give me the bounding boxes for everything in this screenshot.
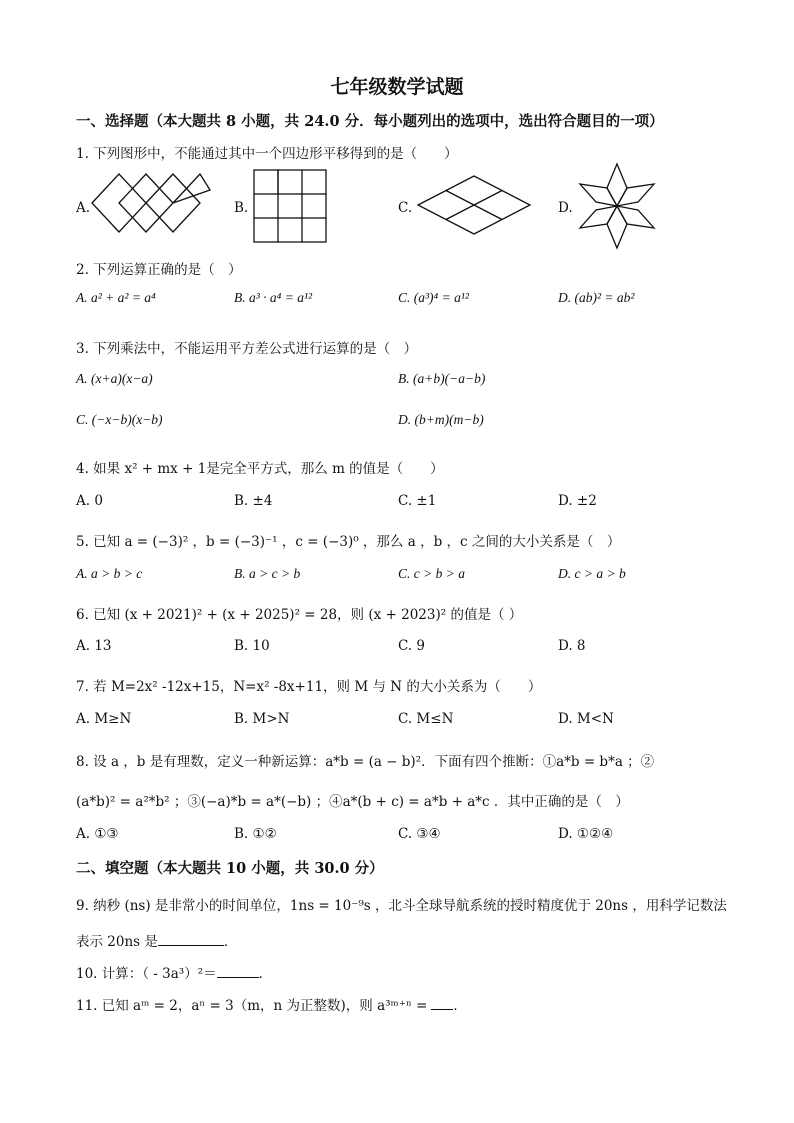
q8-option-a: A. ①③ [76, 826, 119, 842]
q6-option-b: B. 10 [234, 638, 270, 654]
q10-answer-blank[interactable] [217, 964, 259, 978]
question-5-stem: 5. 已知 a = (−3)² ，b = (−3)⁻¹ ，c = (−3)⁰ ，那么 a ，b ，c 之间的大小关系是（ ） [76, 534, 621, 550]
q1-label-c: C. [398, 200, 413, 216]
q2-option-a: A. a² + a² = a⁴ [76, 290, 156, 305]
question-11 [76, 994, 467, 1014]
q3-option-b: B. (a+b)(−a−b) [398, 371, 486, 386]
q1-label-a: A. [76, 200, 91, 216]
q6-option-a: A. 13 [76, 638, 112, 654]
q7-option-c: C. M≤N [398, 711, 454, 727]
q6-option-c: C. 9 [398, 638, 426, 654]
q10-text: 10. 计算：（ - 3a³）²＝ [76, 966, 217, 982]
q2-option-b: B. a³ · a⁴ = a¹² [234, 290, 313, 305]
question-7-stem: 7. 若 M=2x² -12x+15，N=x² -8x+11，则 M 与 N 的大小关系为（ ） [76, 679, 542, 695]
question-1-stem: 1. 下列图形中，不能通过其中一个四边形平移得到的是（ ） [76, 146, 458, 162]
q2-option-d: D. (ab)² = ab² [558, 290, 635, 305]
q1-figure-c [416, 174, 532, 236]
q1-label-d: D. [558, 200, 573, 216]
q4-option-b: B. ±4 [234, 493, 273, 509]
question-9-line-2 [76, 930, 237, 950]
page-title: 七年级数学试题 [330, 76, 464, 98]
q4-option-a: A. 0 [76, 493, 103, 509]
q7-option-b: B. M>N [234, 711, 290, 727]
q10-period: ． [258, 966, 273, 982]
q3-option-d: D. (b+m)(m−b) [398, 412, 484, 427]
q1-figure-a [90, 172, 212, 234]
q5-option-a: A. a > b > c [76, 566, 143, 581]
q9-text: 表示 20ns 是 [76, 934, 158, 950]
question-9-line-1: 9. 纳秒 (ns) 是非常小的时间单位，1ns = 10⁻⁹s ，北斗全球导航系统的授时精度优于 20ns ，用科学记数法 [76, 898, 727, 914]
q9-period: ． [223, 934, 238, 950]
question-4-stem: 4. 如果 x² + mx + 1是完全平方式，那么 m 的值是（ ） [76, 461, 444, 477]
q8-option-d: D. ①②④ [558, 826, 614, 842]
q11-text: 11. 已知 aᵐ = 2，aⁿ = 3（m，n 为正整数)，则 a³ᵐ⁺ⁿ = [76, 998, 428, 1014]
question-8-line-1: 8. 设 a ，b 是有理数，定义一种新运算：a*b = (a − b)²．下面有四个推断：①a*b = b*a ；② [76, 754, 655, 770]
q7-option-d: D. M<N [558, 711, 614, 727]
q3-option-c: C. (−x−b)(x−b) [76, 412, 163, 427]
section-heading-fill-in: 二、填空题（本大题共 10 小题，共 30.0 分） [76, 860, 384, 877]
q8-option-b: B. ①② [234, 826, 277, 842]
q8-option-c: C. ③④ [398, 826, 441, 842]
question-3-stem: 3. 下列乘法中，不能运用平方差公式进行运算的是（ ） [76, 341, 418, 357]
q6-option-d: D. 8 [558, 638, 586, 654]
q2-option-c: C. (a³)⁴ = a¹² [398, 290, 469, 305]
q11-answer-blank[interactable] [431, 996, 453, 1010]
q4-option-d: D. ±2 [558, 493, 597, 509]
q5-option-c: C. c > b > a [398, 566, 465, 581]
question-8-line-2: (a*b)² = a²*b² ；③(−a)*b = a*(−b) ；④a*(b + c) = a*b + a*c ．其中正确的是（ ） [76, 794, 629, 810]
q1-figure-b [252, 168, 328, 244]
q5-option-b: B. a > c > b [234, 566, 301, 581]
q5-option-d: D. c > a > b [558, 566, 626, 581]
q11-period: ． [453, 998, 467, 1014]
question-6-stem: 6. 已知 (x + 2021)² + (x + 2025)² = 28，则 (x + 2023)² 的值是（ ） [76, 607, 523, 623]
question-2-stem: 2. 下列运算正确的是（ ） [76, 262, 242, 278]
q1-label-b: B. [234, 200, 249, 216]
q9-answer-blank[interactable] [158, 932, 224, 946]
q4-option-c: C. ±1 [398, 493, 437, 509]
q7-option-a: A. M≥N [76, 711, 132, 727]
section-heading-choice: 一、选择题（本大题共 8 小题，共 24.0 分．每小题列出的选项中，选出符合题目的一项） [76, 113, 664, 130]
question-10 [76, 962, 272, 982]
q3-option-a: A. (x+a)(x−a) [76, 371, 153, 386]
q1-figure-d [578, 162, 656, 250]
